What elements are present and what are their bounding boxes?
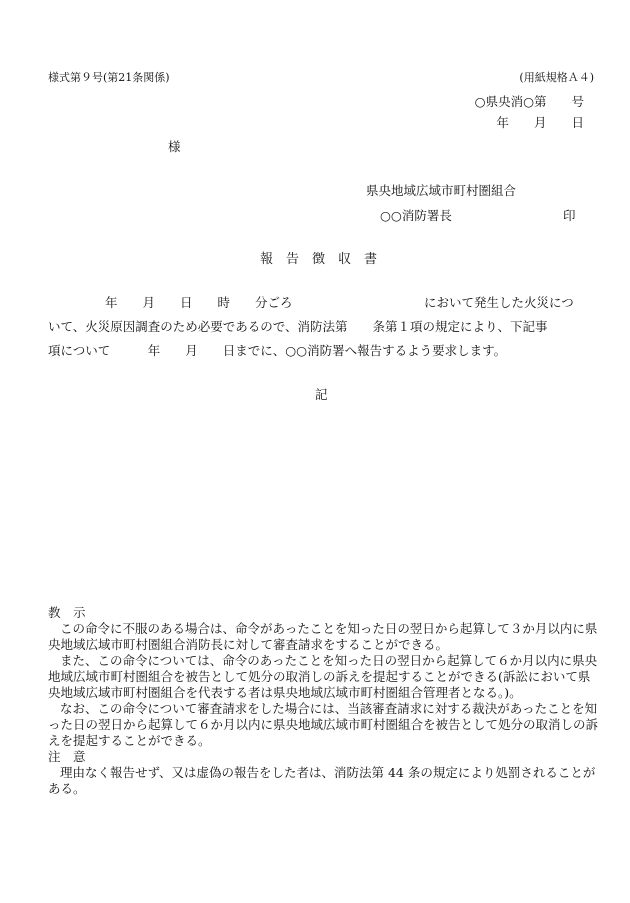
chuui-paragraph-1: 理由なく報告せず、又は虚偽の報告をした者は、消防法第 44 条の規定により処罰されることがある。 [48, 765, 596, 796]
ki-marker: 記 [315, 387, 328, 402]
kyouji-paragraph-1: この命令に不服のある場合は、命令があったことを知った日の翌日から起算して３か月以内に県央地域広域市町村圏組合消防長に対して審査請求をすることができる。 [48, 621, 598, 652]
body-line-1a: 年 月 日 時 分ごろ [105, 295, 293, 310]
kyouji-heading: 教 示 [48, 605, 86, 620]
body-line-1b: において発生した火災につ [424, 295, 574, 310]
chuui-heading: 注 意 [48, 749, 86, 764]
body-line-3: 項について 年 月 日までに、○○消防署へ報告するよう要求します。 [48, 343, 507, 358]
form-number: 様式第９号(第21条関係) [48, 71, 170, 84]
issuer-title: ○○消防署長 [380, 208, 452, 223]
issuer-organization: 県央地域広域市町村圏組合 [366, 183, 517, 198]
issue-date: 年 月 日 [496, 115, 584, 130]
paper-size: (用紙規格Ａ４) [519, 71, 594, 84]
notice-section [48, 605, 600, 797]
document-number: ○県央消○第 号 [474, 94, 584, 109]
body-line-2: いて、火災原因調査のため必要であるので、消防法第 条第１項の規定により、下記事 [48, 319, 548, 334]
kyouji-paragraph-2: また、この命令については、命令のあったことを知った日の翌日から起算して６か月以内に県央地域広域市町村圏組合を被告として処分の取消しの訴えを提起することができる(訴訟において県央地域広域市町村圏組合を代表する者は県央地域広域市町村圏組合管理者となる。)。 [48, 653, 598, 700]
kyouji-paragraph-3: なお、この命令について審査請求をした場合には、当該審査請求に対する裁決があったことを知った日の翌日から起算して６か月以内に県央地域広域市町村圏組合を被告として処分の取消しの訴えを提起することができる。 [48, 701, 599, 748]
seal-mark: 印 [563, 208, 576, 223]
document-title: 報 告 徴 収 書 [260, 252, 378, 267]
addressee-suffix: 様 [168, 139, 181, 154]
